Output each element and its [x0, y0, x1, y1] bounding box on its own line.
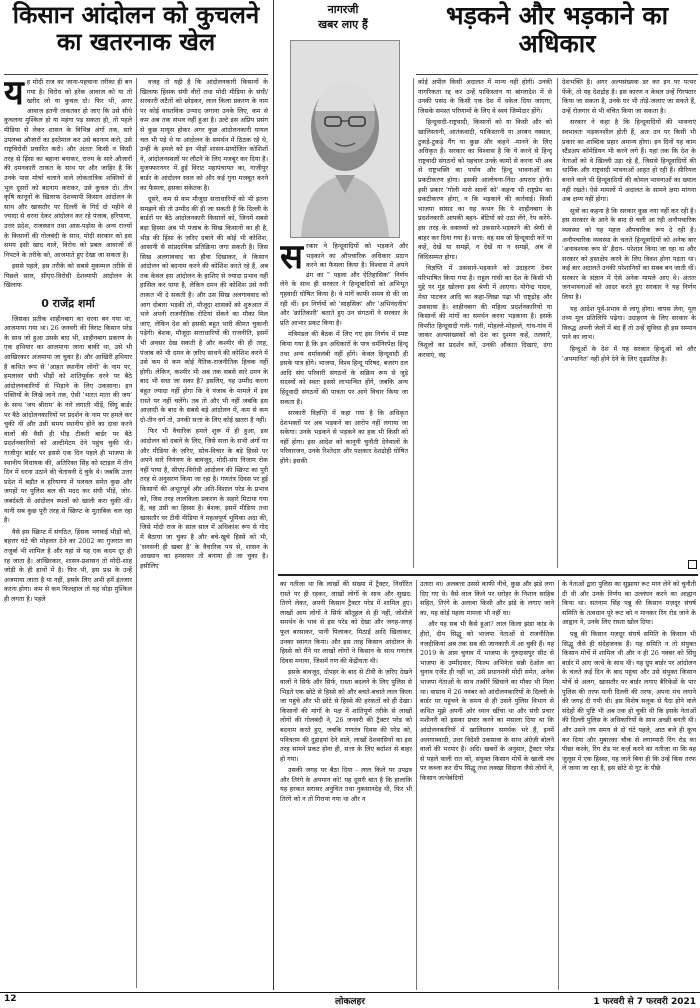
section-rule [278, 574, 698, 576]
left-col1-para1: ह मोदी राज का जाना-पहचाना तरीका ही बन गया है। विरोध को हरेक आवाज को या तो खरीद लो या कुचल दो। फिर भी, अगर आवाज इतनी ताकतवर हो जाए कि उसे सीधे कुचलना मुश्किल हो या महंगा पड़ सकता हो, तो पहले मीडिया से लेकर शासन के विभिन्न अंगों तक, सारे उपलब्ध औजारों का इस्तेमाल कर उसे बदनाम करो, उसे राष्ट्रविरोधी प्रचारित करो। और अंततः किसी न किसी तरह से हिंसा का बहाना बनाकर, राज्य के सारे औजारों की दमनकारी ताकत के साथ पर और जाहिर है कि उनके पास मोर्चा चलाने वाले लोकतांत्रिक शक्तियों से भूल दूसरों को बदनाम कराकर, उसे कुचल दो। तीन कृषि कानूनों के खिलाफ देशव्यापी किसान आंदोलन के साथ और खासतौर पर दिल्ली के गिर्द दो महीने से ज्यादा से धरना देकर आंदोलन कर रहे पंजाब, हरियाणा, उत्तर प्रदेश, राजस्थान तथा आस-पड़ोस के अन्य राज्यों के किसानों की गोलबंदी के साथ, मोदी सरकार को इस समय इसी खाद वाले, विरोध को प्रबल आवाजों से निपटने के तरीके को, आजमाते हुए देखा जा सकता है। [4, 78, 132, 259]
right-article-col-mid [280, 242, 408, 572]
right-headline: भड़कने और भड़काने का अधिकार [445, 1, 669, 58]
left-col2-para2: दूसरे, कम से कम मौजूदा सत्ताधारियों को भी इतना समझने की तो उम्मीद की ही जा सकती है कि दिल्ली के बार्डरों पर बैठे आंदोलनकारी किसानों को, जिनमें सबसे बड़ा हिस्सा अब भी पंजाब के सिख किसानों का ही है, भीड़ की हिंसा के ज़रिए दबाने की कोई भी कोशिश, आसानी से सांप्रदायिक प्रतिक्रिया जगा सकती है। जिस सिख अलगाववाद का हौवा दिखाकर, वे किसान आंदोलन को बदनाम करने की कोशिश करते रहे हैं, अब तक केवल इस आंदोलन के हाशिए से ज्यादा प्रभाव नहीं हासिल कर पाया है, लेकिन दमन की कोशिश उसे नयी ताकत भी दे सकती है। और उस सिख अलगाववाद को आग दोबारा भड़की तो, मौजूदा शासकों को शुरुआत में भले अपनी राजनीतिक रोटियां सेंकने का मौका मिल जाए, लेकिन देश को इसकी बहुत भारी कीमत चुकानी पड़ेगी। बेशक, मौजूदा सत्ताधारियों की राजनीति, इसमें भी अवसर देख सकती है और कश्मीर की ही तरह, पंजाब को भी दमन के ज़रिए साधने की कोशिश करने में उसे कम से कम कोई नैतिक-राजनीतिक हिचक नहीं होगी। लेकिन, कश्मीर भी अब तक सबसे सारे दमन के बाद भी सधा जा सका है? इसलिए, यह उम्मीद करना बहुत ज्यादा नहीं होगा कि वे पंजाब के मामले में इस रास्ते पर नहीं चलेंगे। तब तो और भी नहीं जबकि इस आज़ादी के बाद के सबसे बड़े आंदोलन में, कम से कम दो-तीन वर्ग तो, उनकी सत्ता के लिए कोई खतरा है नहीं। [140, 195, 268, 424]
byline: 0 राजेंद्र शर्मा [41, 297, 95, 311]
bottom-col2-para2: और यह सब भी कैसे हुआ? लाल किला झंडा कांड के हीरो, दीप सिद्धू को भाजपा नेताओं से राजनीतिक नजदीकियां अब तक सब की जानकारी में आ चुकी हैं। यह 2019 के आम चुनाव में भाजपा के गुरुदासपुर सीट से भाजपा के उम्मीदवार, फिल्म अभिनेता सन्नी देओल का चुनाव एजेंट ही नहीं था, उसे प्रधानमंत्री मोदी समेत, अनेक भाजपा नेताओं के साथ तस्वीरें खिंचाने का मौका भी मिला था। वास्तव में 26 नवंबर को आंदोलनकारियों के दिल्ली के बार्डर पर पहुंचने के समय से ही उसने पुलिस विभाग से कथित मुझे अपनी ओर ध्यान खींचा था और संघी प्रचार मशीनरी को इसका प्रचार करने का मसाला दिया था कि आंदोलनकारियों में खालिस्तान समर्थक भरे हैं, इनमें अलगाववादी, उधर विदेशी उकसावा के साथ अंग्रेज़ी बोलने वालों की भरमार है। अदि। खबरों के अनुसार, ट्रैक्टर परेड से पहले वाली रात को, संयुक्त किसान मोर्चे के खाली मंच पर कब्जा कर दीप सिद्धू तथा लक्खा सिदाना जैसे लोगों ने, किसान जत्थेबंदियों [420, 620, 554, 782]
left-col1-para4: वैसे इस स्क्रिप्ट में संगठित, हिंसक भगवाई भीड़ों को, बहत्तर घंटे की मोहलत देने का 2002 का गुजरात का तजुर्बा भी शामिल है और यहां से यह एक कदम दूर ही रह जाता है। आखिरकार, शासन-प्रशासन तो मोदी-शाह जोड़ी के ही हाथों में है। फिर भी, इस प्रश्न के उन्हें अजमाया जाता है या नहीं, इसके लिए अभी हमें इंतजार करना होगा। कम से कम फिलहाल तो यह थोड़ा मुश्किल ही लगता है। पहले [4, 527, 132, 603]
left-col2-para1: वजह तो यही है कि आंदोलनकारी किसानों के खिलाफ हिंसक संघी वीरों तथा मोदी मीडिया के संघी/सरकारी लटैतों को छोड़कर, लाल किला प्रकरण के नाम पर कोई वास्तविक उन्माद जगाना उनके लिए, कम से कम अब तक संभव नहीं हुआ है। उल्टे इस अप्रिय प्रसंग से कुछ मायूस होकर अगर कुछ आंदोलनकारी घायल चल भी पड़े थे या आंदोलन के समर्थन में ठिठक रहे थे, उन्हीं के हमले को इन भीड़ों शासन-प्रायोजित कोशिशों ने, आंदोलनस्थलों पर लौटने के लिए मजबूर कर दिया है। मुजफ्फरनगर में हुई विराट महापंचायत का, गाजीपुर बार्डर के आंदोलन स्थल को और कई गुना मजबूत करने का फैसला, इसका संकेतक है। [140, 78, 268, 192]
left-dropcap: य [4, 78, 24, 113]
column-divider [413, 78, 414, 568]
right-dropcap: स [280, 242, 303, 277]
headline-rule [4, 74, 268, 75]
bottom-col3-para2: पन्नू की किसान मज़दूर संघर्ष समिति के किसान भी सिद्धू जैसे ही संदेहजनक हैं। यह समिति न तो संयुक्त किसान मोर्चे में शामिल थी और न ही 26 नवंबर को सिंघु बार्डर में आए जत्थे के साथ थी। यह ग्रुप बार्डर पर आंदोलन के चलते कई दिन के बाद पहुंचा और उसे संयुक्त किसान मोर्चे से अलग, खासतौर पर बार्डर लगाए बैरिकेडों के पार पुलिस की तरफ यानी दिल्ली की तरफ, अपना मंच लगाने की जगह दी गयी थी। इस विशेष सलूक से पैदा होने वाले संदेहों की पुष्टि भी अब तक हो चुकी थी कि इसके नेताओं की दिल्ली पुलिस के अधिकारियों के साथ अच्छी बनती थी। और उसने तय समय से दो घंटे पहले, आठ बजे ही कूच कर दिया और मुबारका चौक से लगाम्पारी रिंग रोड का पीछा करके, रिंग रोड पर कर्ज़ करने का नतीजा था कि वह जुलूस में एक हिस्सा, यह जाने बिना ही कि उन्हें किस तरफ ले जाया जा रहा है, इस छोटे से गुट के पीछे [562, 629, 696, 773]
right-col2-para2: सरकार ने कहा है कि हिन्दूवादियों की भावनाएं स्वभावतः भड़कनशील होती हैं, अतः उन पर किसी भी प्रकार का शाब्दिक प्रहार अमान्य होगा। इन दिनों यह काम स्टैंडअप कॉमेडियन भी करने लगे हैं। यहां तक कि देश के नेताओं को वे खिल्ली उड़ा रहे हैं, जिससे हिन्दूवादियों की धार्मिक और राष्ट्रवादी भावनाओं आहत हो रही हैं। सीरियल बनाने वाले भी हिन्दूवादियों की कोमल भावनाओं का ख्याल नहीं रखते। ऐसे मामलों में अदालत के सामने क्षमा मांगना अब क्षम्य नहीं होगा। [562, 118, 696, 204]
column-divider [136, 78, 137, 988]
author-portrait-icon [291, 41, 399, 237]
footer-page-number: 12 [4, 994, 17, 1004]
right-article-col1 [418, 78, 552, 568]
headline-rule-right [416, 74, 698, 75]
column-divider [416, 580, 417, 990]
bottom-col1 [280, 580, 412, 990]
left-article-col1 [4, 78, 132, 988]
article-end-mark [688, 560, 697, 569]
bottom-col3-para1: के नेताओं द्वारा पुलिस का सुझाया रूट मान लेने को चुनौती दी थी और उनके निर्णय का उल्लंघन करने का आह्वान किया था। सतनाम सिंह पन्नू की किसान मज़दूर संघर्ष समिति के तत्वधान पूरे रूट को न मानकर रिंग रोड जाने के आह्वान ने, उनके लिए रास्ता खोल दिया। [562, 580, 696, 627]
right-col2-para1: देशभक्ति है। अगर अल्पसंख्यक डर कर इन पर पत्थर फेंकें, तो यह देशद्रोह है। इस कारण न केवल उन्हें गिरफ्तार किया जा सकता है, उनके घर भी तोड़े-जलाए जा सकते हैं, उन्हें रोजगार से भी वंचित किया जा सकता है। [562, 78, 696, 115]
right-col1-para1: कोई अपील किसी अदालत में मान्य नहीं होगी। उनकी नागरिकता रद्द कर उन्हें पाकिस्तान या बांग्लादेश में से उनकी पसंद के किसी एक देश में धकेल दिया जाएगा, जिसके समस्त परिणामों के लिए वे स्वयं जिम्मेदार होंगे। [418, 78, 552, 115]
bottom-col3 [562, 580, 696, 990]
right-intro-para: रकार ने हिन्दूवादियों को भड़कने और भड़काने का औपचारिक अधिकार प्रदान करने का फैसला किया है। विश्वास में अपने ढंग का " पहला और ऐतिहासिक" निर्णय लेने के साथ ही सरकार ने हिन्दूवादियों को अभिभूत गृहवादी घोषित किया है। वे मांगें काफी समय से की जा रही थीं। इन निर्णयों को 'साहसिक' और 'अभिनंदनीय' और 'क्रांतिकारी' बताते हुए उन संगठनों ने सरकार के प्रति आभार प्रकट किया है। [280, 242, 408, 327]
column-label-box [290, 2, 396, 38]
left-col1-para2: इससे पहले, इस तरीके को सबसे मुकम्मल तरीके से पिछले साल, सीएए-विरोधी देशव्यापी आंदोलन के खिलाफ [4, 262, 132, 290]
right-mid-para: मंत्रिमंडल की बैठक में लिए गए इस निर्णय में स्पष्ट किया गया है कि इन अधिकारों के पात्र धर्मनिरपेक्ष हिन्दू तथा अन्य धर्मावलंबी नहीं होंगे। केवल हिन्दूवादी ही इसके पात्र होंगे। भाजपा, विश्व हिन्दू परिषद, बजरंग दल आदि संघ परिवारी संगठनों के सक्रिय रूप से जुड़े सदस्यों को स्वतः इससे लाभान्वित होंगे, जबकि अन्य हिंदूवादी संगठनों की पात्रता पर आगे विचार किया जा सकता है। [280, 330, 408, 406]
bottom-col1-para3: उसकी जगह पर बैठा दिया - लाल किले पर उपद्रव और तिरंगे के अपमान को! यह दूसरी बात है कि हालांकि यह हरकत सरासर अनुचित तथा नुकसानदेह थी, फिर भी तिरंगे को न तो गिराया गया था और न [280, 766, 412, 804]
right-article-col2 [562, 78, 696, 568]
bottom-col2-para1: उतारा था। अलबत्ता उससे काफी नीचे, कुछ और झंडे लगा दिए गए थे। वैसे लाल किले पर धरोहर के निशान साहिब सहित, तिरंगे के अलावा किसी और झंडे के लगाए जाने का, यह कोई पहला मामला भी नहीं था। [420, 580, 554, 617]
right-mid-para2: सरकारी विज्ञप्ति में कहा गया है कि अधिकृत देशभक्तों पर अब भड़कने का आरोप नहीं लगाया जा सकेगा। उनके भड़कने से भड़कने का हक भी किसी को नहीं होगा। इस आदेश को कानूनी चुनौती देनेवालों के परिवारजन, उनके रिश्तेदार और पक्षकार देशद्रोही घोषित होंगे। इसकी [280, 409, 408, 466]
column-label-line2: खबर लाए हैं [318, 18, 368, 31]
footer-rule [0, 992, 700, 993]
bottom-col2 [420, 580, 554, 990]
article-divider [273, 0, 274, 990]
right-col1-para3: विज्ञप्ति में उकसाने-भड़काने को उदाहरण देकर परिभाषित किया गया है। राहुल गांधी का देश के किसी भी मुद्दे पर मुंह खोलना इस श्रेणी में आएगा। योगेन्द्र यादव, मेधा पाटकर आदि का कहा-लिखा पढ़ा भी राष्ट्रद्रोह और उकसावा है। शाहीनबाग की महिला प्रदर्शनकारियों या किसानों की मांगों का समर्थन करना भड़काना है। इसके विपरीत हिन्दूवादी गली- गली, मोहल्ले-मोहल्ले, गांव-गांव में जाकर अल्पसंख्यकों को देश का दुश्मन कहें, तलवारें, त्रिशूलों का प्रदर्शन करें, उनकी औकात दिखाएं, दंगा करवाएं, वह [418, 264, 552, 359]
author-photo [290, 40, 400, 238]
column-label-line1: नागरजी [327, 3, 359, 16]
bottom-col1-para2: इसके बावजूद, दोपहर के बाद से टीवी के ज़रिए देखने वालों ने सिर्फ और सिर्फ, रास्ता बदलने के लिए पुलिस से भिड़ते एक छोटे से हिस्से को और बचते-बचाते लाल किला जा पहुंचे और भी छोटे से हिस्से की हरकतों को ही देखा। किसानों की मांगों के पक्ष में शांतिपूर्ण तरीके से लाखों लोगों की गोलबंदी ने, 26 जनवरी की ट्रैक्टर परेड को बदनाम करते हुए, जबकि गणतंत्र दिवस की परेड को, पवित्रतम की दुहाइयां देने वाले, लाखों देशवासियों का इस तरह सामने प्रकट होना ही, सत्ता के लिए बर्दाश्त से बाहर हो गया। [280, 668, 412, 763]
column-divider [557, 78, 558, 568]
right-col2-para3: सूत्रों का कहना है कि सरकार कुछ नया नहीं कर रही है। इस सरकार के आने के बाद से चली आ रही अनौपचारिक व्यवस्था को यह महज औपचारिक रूप दे रही है। अनौपचारिक व्यवस्था के चलते हिन्दूवादियों को अनेक बार 'अनावश्यक रूप से' हैरान- परेशान किया जा रहा था और सरकार को हस्तक्षेप करने के लिए विवश होना पड़ता था। कई बार अदालतें उनकी परेशानियों का सबब बन जाती थीं। सरकार के संज्ञान में ऐसे अनेक मामले आए थे। अंततः जनभावनाओं को आदर करते हुए सरकार ने यह निर्णय लिया है। [562, 206, 696, 302]
footer-date: 1 फरवरी से 7 फरवरी 2021 [593, 997, 696, 1007]
right-col2-para5: हिन्दुओं के देश में यह सरकार हिन्दुओं को और 'अपमानित' नहीं होने देने के लिए दृढ़प्रतिज्ञ है। [562, 345, 696, 363]
left-col1-para3: जिसका प्रतीक शाहीनबाग का धरना बन गया था, आजमाया गया था। 26 जनवरी की विराट किसान परेड के साथ जो हुआ उसके बाद भी, शाहीनबाग प्रकरण के एक हथियार का आजमाया जाना बाकी था, उसे भी आखिरकार अजमाया जा चुका है। और आखिरी हथियार है कथित रूप से 'आहत स्थानीय लोगों' के नाम पर, हमलावर संघी भीड़ों को शांतिपूर्वक धरने पर बैठे आंदोलनकारियों से भिड़ाने के लिए उकसाना। इन पंक्तियों के लिखे जाने तक, ऐसी 'भारत माता की जय' के साथ 'जय श्रीराम' के नारे लगाती भीड़ें, सिंघु बार्डर पर बैठे आंदोलनकारियों पर प्रदर्शन के नाम पर हमले कर चुकी थीं और उसी समय स्थानीय होने का दावा करने वालों की वैसी ही भीड़ टीकरी बार्डर पर बैठे प्रदर्शनकारियों को अल्टीमेटम देने पहुंच चुकी थी। गाजीपुर बार्डर पर इससे एक दिन पहले ही भाजपा के स्थानीय विधायक की, अतिरिक्त सिंह को स्टाइल में तीन दिन में धरना उठाने की चेतावनी दे चुके थे। जबकि उत्तर प्रदेश में बड़ौत व हरियाणा में पलवल समेत कुछ और जगहों पर पुलिस बल की मदद कर संघी भीड़ें, जोर-जबर्दस्ती से आंदोलन स्थलों को खाली करा चुकी थीं। यानी सब कुछ पूरी तरह से स्क्रिप्ट के मुताबिक चल रहा है। [4, 314, 132, 525]
left-article-col2 [140, 78, 268, 988]
column-divider [558, 580, 559, 990]
footer-publication: लोकलहर [335, 997, 365, 1007]
left-headline: किसान आंदोलन को कुचलने का खतरनाक खेल [12, 1, 260, 56]
left-col2-para3: फिर भी वैचारिक हमले शुरू में ही हुआ, इस आंदोलन को दबाने के लिए, जिसे सत्ता के सभी अंगों पर और मीडिया के ज़रिए, सोच-विचार के बड़े हिस्से पर अपने सारे नियंत्रण के बावजूद, मोदी-संघ निजाम रोक नहीं पाया है, सीएए-विरोधी आंदोलन की स्क्रिप्ट का पूरी तरह से अनुसरण किया जा रहा है। गणतंत्र दिवस पर हुई किसानों की अभूतपूर्व और अति-विशाल परेड के प्रभाव को, जिस तरह लालकिला प्रकरण के सहारे मिटाया गया है, वह उसी का हिस्सा है। बेशक, इसमें मीडिया तथा खासतौर पर टीवी मीडिया ने महत्वपूर्ण भूमिका अदा की, जिसे मोदी राज के साल साल में अधिकांश रूप से गोद में बैठाया जा चुका है और बचे-खुचे हिस्से को भी, 'सनसनी ही खबर है' के वैचारिक पथ से, शासन के आख्यान का हमसफर तो बनाया ही जा चुका है। इसीलिए [140, 427, 268, 570]
bottom-col1-para1: का नतीजा था कि लाखों की संख्या में ट्रैक्टर, निर्धारित रास्ते पर ही रहकर, लाखों लोगों के साथ और सुखद: तिरंगे लेकर, अपनी किसान ट्रैक्टर परेड में शामिल हुए। लाखों आम लोगों ने सिर्फ कौतूहल से ही नहीं, जोशीले समर्थन के भाव से इस परेड को देखा और जगह-जगह फूल बरसाकर, पानी पिलाकर, मिठाई आदि खिलाकर, उनका स्वागत किया। और इस तरह किसान आंदोलन के हिस्से को मैंने पर लाखों लोगों ने किसान के साथ गणतंत्र दिवस मनाया, जिसमें गण की केंद्रीयता थी। [280, 580, 412, 665]
right-col2-para4: यह आदेश पूर्व-प्रभाव से लागू होगा। वापस लेना, मूल तथ्य मूल प्रतिलिपि पढ़ेगा। उदाहरण के लिए सरकार के विरुद्ध अपनी जेलों में बंद हैं तो उन्हें सुविधा ही इस सम्मान पाने का लाभ। [562, 304, 696, 342]
right-col1-para2: हिन्दूवादी-राष्ट्रवादी, किसानों को या किसी और को खालिस्तानी, आतंकवादी, पाकिस्तानी या अरबन नक्सल, टुकड़े-टुकड़े गैंग या कुछ और कहने -मानने के लिए अधिकृत हैं। सरकार का विश्वास है कि ये करने से हिन्दू राष्ट्रवादी संगठनों को पहचान उनके कामों से करना भी अब से राष्ट्रभक्ति का पर्याय और हिन्दू भावनाओं का प्रकटीकरण होगा। इसकी आलोचना-निंदा अपराध होगी। इसी प्रकार 'गोली मारो सालों को' कहना भी राष्ट्रप्रेम का प्रकटीकरण होगा, न कि भड़काने की कार्रवाई। किसी भाजपा सांसद का यह कथन कि ये शाहीनबाग के प्रदर्शनकारी आपकी बहन- बेटियों को उठा लेंगे, रेप करेंगे-इस तरह के वक्तव्यों को उकसाने-भड़काने की श्रेणी से बाहर कर दिया गया है। सत्ता: वह सब जो हिन्दूवादी करें या कहें, देखें या समझें, न देखें या न समझें, अब से विधिसम्मत होगा। [418, 118, 552, 261]
